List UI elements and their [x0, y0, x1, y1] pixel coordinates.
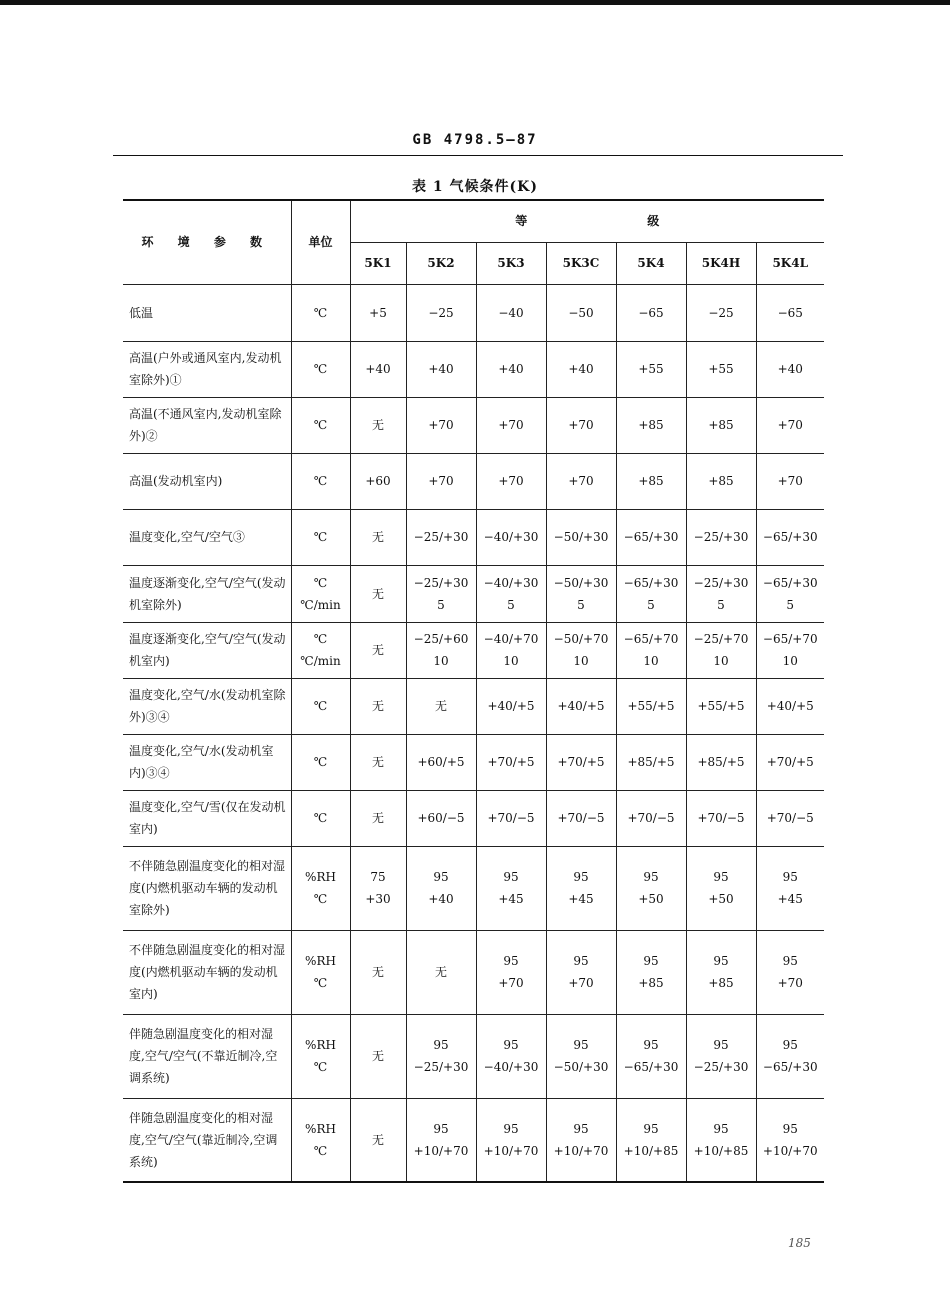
- unit-cell: %RH ℃: [291, 1014, 350, 1098]
- value-cell: +85/+5: [686, 734, 756, 790]
- param-cell: 不伴随急剧温度变化的相对湿度(内燃机驱动车辆的发动机室除外): [123, 846, 291, 930]
- value-cell: −25/+60 10: [406, 622, 476, 678]
- value-cell: 95 +70: [756, 930, 824, 1014]
- climate-conditions-table: [123, 199, 824, 1183]
- value-cell: 95 +70: [546, 930, 616, 1014]
- value-cell: 95 −65/+30: [756, 1014, 824, 1098]
- param-cell: 低温: [123, 284, 291, 341]
- grade-header-cell: 5K3C: [546, 242, 616, 284]
- value-cell: 95 −40/+30: [476, 1014, 546, 1098]
- value-cell: +60: [350, 453, 406, 509]
- value-cell: 95 +10/+70: [476, 1098, 546, 1182]
- value-cell: 95 +10/+85: [616, 1098, 686, 1182]
- value-cell: +85: [616, 453, 686, 509]
- value-cell: +70/−5: [686, 790, 756, 846]
- table-row: [123, 846, 824, 930]
- value-cell: +70: [756, 453, 824, 509]
- value-cell: −65/+70 10: [756, 622, 824, 678]
- value-cell: 95 +10/+70: [756, 1098, 824, 1182]
- value-cell: −50/+70 10: [546, 622, 616, 678]
- value-cell: −25/+30 5: [406, 565, 476, 622]
- value-cell: +70/+5: [476, 734, 546, 790]
- value-cell: +70/+5: [546, 734, 616, 790]
- value-cell: −65/+30: [756, 509, 824, 565]
- value-cell: −25/+70 10: [686, 622, 756, 678]
- param-cell: 温度逐渐变化,空气/空气(发动机室除外): [123, 565, 291, 622]
- value-cell: 95 −65/+30: [616, 1014, 686, 1098]
- grade-header-cell: 5K4: [616, 242, 686, 284]
- value-cell: 95 +40: [406, 846, 476, 930]
- value-cell: 无: [350, 509, 406, 565]
- value-cell: +70/−5: [616, 790, 686, 846]
- param-cell: 温度变化,空气/雪(仅在发动机室内): [123, 790, 291, 846]
- unit-cell: %RH ℃: [291, 1098, 350, 1182]
- unit-cell: %RH ℃: [291, 930, 350, 1014]
- value-cell: 95 −25/+30: [406, 1014, 476, 1098]
- table-row: [123, 397, 824, 453]
- value-cell: −40/+30 5: [476, 565, 546, 622]
- grade-header-cell: 5K4L: [756, 242, 824, 284]
- value-cell: 无: [406, 678, 476, 734]
- grade-header-cell: 5K1: [350, 242, 406, 284]
- value-cell: +70/−5: [546, 790, 616, 846]
- table-row: [123, 565, 824, 622]
- value-cell: 95 −25/+30: [686, 1014, 756, 1098]
- param-cell: 温度变化,空气/空气③: [123, 509, 291, 565]
- unit-cell: ℃: [291, 284, 350, 341]
- value-cell: 无: [406, 930, 476, 1014]
- value-cell: +60/−5: [406, 790, 476, 846]
- unit-cell: ℃: [291, 341, 350, 397]
- grade-header-cell: 5K2: [406, 242, 476, 284]
- unit-cell: ℃ ℃/min: [291, 565, 350, 622]
- table-row: [123, 509, 824, 565]
- table-caption: 表 1 气候条件(K): [412, 179, 538, 195]
- value-cell: +40: [476, 341, 546, 397]
- value-cell: 95 +45: [476, 846, 546, 930]
- unit-cell: ℃: [291, 790, 350, 846]
- header-grade: 等 级: [350, 200, 824, 242]
- value-cell: 无: [350, 1014, 406, 1098]
- value-cell: +85: [686, 397, 756, 453]
- unit-cell: %RH ℃: [291, 846, 350, 930]
- unit-cell: ℃: [291, 734, 350, 790]
- value-cell: 95 −50/+30: [546, 1014, 616, 1098]
- value-cell: +70/−5: [476, 790, 546, 846]
- value-cell: 95 +70: [476, 930, 546, 1014]
- value-cell: +85/+5: [616, 734, 686, 790]
- value-cell: 95 +45: [756, 846, 824, 930]
- value-cell: −65/+30 5: [616, 565, 686, 622]
- value-cell: 95 +50: [616, 846, 686, 930]
- value-cell: −40/+70 10: [476, 622, 546, 678]
- param-cell: 高温(不通风室内,发动机室除外)②: [123, 397, 291, 453]
- value-cell: +70/−5: [756, 790, 824, 846]
- value-cell: 95 +85: [616, 930, 686, 1014]
- value-cell: −25: [686, 284, 756, 341]
- value-cell: 无: [350, 397, 406, 453]
- param-cell: 伴随急剧温度变化的相对湿度,空气/空气(不靠近制冷,空调系统): [123, 1014, 291, 1098]
- value-cell: +70/+5: [756, 734, 824, 790]
- value-cell: +85: [686, 453, 756, 509]
- value-cell: +40: [756, 341, 824, 397]
- param-cell: 伴随急剧温度变化的相对湿度,空气/空气(靠近制冷,空调系统): [123, 1098, 291, 1182]
- value-cell: 95 +50: [686, 846, 756, 930]
- value-cell: +70: [406, 453, 476, 509]
- value-cell: −40: [476, 284, 546, 341]
- param-cell: 温度变化,空气/水(发动机室除外)③④: [123, 678, 291, 734]
- value-cell: +55: [686, 341, 756, 397]
- value-cell: −25/+30 5: [686, 565, 756, 622]
- value-cell: −65/+30: [616, 509, 686, 565]
- value-cell: 无: [350, 678, 406, 734]
- table-row: [123, 930, 824, 1014]
- value-cell: +60/+5: [406, 734, 476, 790]
- value-cell: 无: [350, 930, 406, 1014]
- value-cell: −50/+30: [546, 509, 616, 565]
- value-cell: −50: [546, 284, 616, 341]
- value-cell: 无: [350, 622, 406, 678]
- unit-cell: ℃: [291, 397, 350, 453]
- value-cell: +40: [406, 341, 476, 397]
- value-cell: +85: [616, 397, 686, 453]
- value-cell: 95 +10/+70: [546, 1098, 616, 1182]
- header-rule: [113, 155, 843, 156]
- value-cell: 95 +85: [686, 930, 756, 1014]
- table-row: [123, 790, 824, 846]
- param-cell: 温度变化,空气/水(发动机室内)③④: [123, 734, 291, 790]
- value-cell: +70: [476, 397, 546, 453]
- page-number: 185: [788, 1236, 811, 1250]
- value-cell: +40/+5: [476, 678, 546, 734]
- value-cell: −65: [616, 284, 686, 341]
- value-cell: 无: [350, 734, 406, 790]
- header-unit: 单位: [291, 200, 350, 284]
- table-row: [123, 1014, 824, 1098]
- value-cell: +40: [350, 341, 406, 397]
- value-cell: +40: [546, 341, 616, 397]
- table-row: [123, 284, 824, 341]
- value-cell: −25: [406, 284, 476, 341]
- table-row: [123, 341, 824, 397]
- value-cell: 95 +45: [546, 846, 616, 930]
- value-cell: +70: [406, 397, 476, 453]
- value-cell: 95 +10/+70: [406, 1098, 476, 1182]
- table-row: [123, 678, 824, 734]
- param-cell: 高温(发动机室内): [123, 453, 291, 509]
- param-cell: 温度逐渐变化,空气/空气(发动机室内): [123, 622, 291, 678]
- value-cell: +55: [616, 341, 686, 397]
- value-cell: −25/+30: [406, 509, 476, 565]
- value-cell: 95 +10/+85: [686, 1098, 756, 1182]
- value-cell: −65/+30 5: [756, 565, 824, 622]
- table-row: [123, 453, 824, 509]
- value-cell: −65: [756, 284, 824, 341]
- value-cell: 无: [350, 1098, 406, 1182]
- value-cell: +70: [546, 453, 616, 509]
- unit-cell: ℃: [291, 453, 350, 509]
- param-cell: 高温(户外或通风室内,发动机室除外)①: [123, 341, 291, 397]
- value-cell: 无: [350, 790, 406, 846]
- value-cell: +55/+5: [616, 678, 686, 734]
- value-cell: −50/+30 5: [546, 565, 616, 622]
- grade-header-cell: 5K4H: [686, 242, 756, 284]
- unit-cell: ℃ ℃/min: [291, 622, 350, 678]
- value-cell: −25/+30: [686, 509, 756, 565]
- value-cell: +70: [546, 397, 616, 453]
- value-cell: +55/+5: [686, 678, 756, 734]
- param-cell: 不伴随急剧温度变化的相对湿度(内燃机驱动车辆的发动机室内): [123, 930, 291, 1014]
- value-cell: +5: [350, 284, 406, 341]
- value-cell: +70: [476, 453, 546, 509]
- unit-cell: ℃: [291, 678, 350, 734]
- grade-header-cell: 5K3: [476, 242, 546, 284]
- value-cell: 无: [350, 565, 406, 622]
- value-cell: +40/+5: [546, 678, 616, 734]
- value-cell: −65/+70 10: [616, 622, 686, 678]
- value-cell: +70: [756, 397, 824, 453]
- document-number: GB 4798.5—87: [412, 132, 538, 148]
- table-row: [123, 622, 824, 678]
- table-row: [123, 1098, 824, 1182]
- unit-cell: ℃: [291, 509, 350, 565]
- value-cell: 75 +30: [350, 846, 406, 930]
- value-cell: −40/+30: [476, 509, 546, 565]
- top-border: [0, 0, 950, 5]
- value-cell: +40/+5: [756, 678, 824, 734]
- table-row: [123, 734, 824, 790]
- header-param: 环 境 参 数: [123, 200, 291, 284]
